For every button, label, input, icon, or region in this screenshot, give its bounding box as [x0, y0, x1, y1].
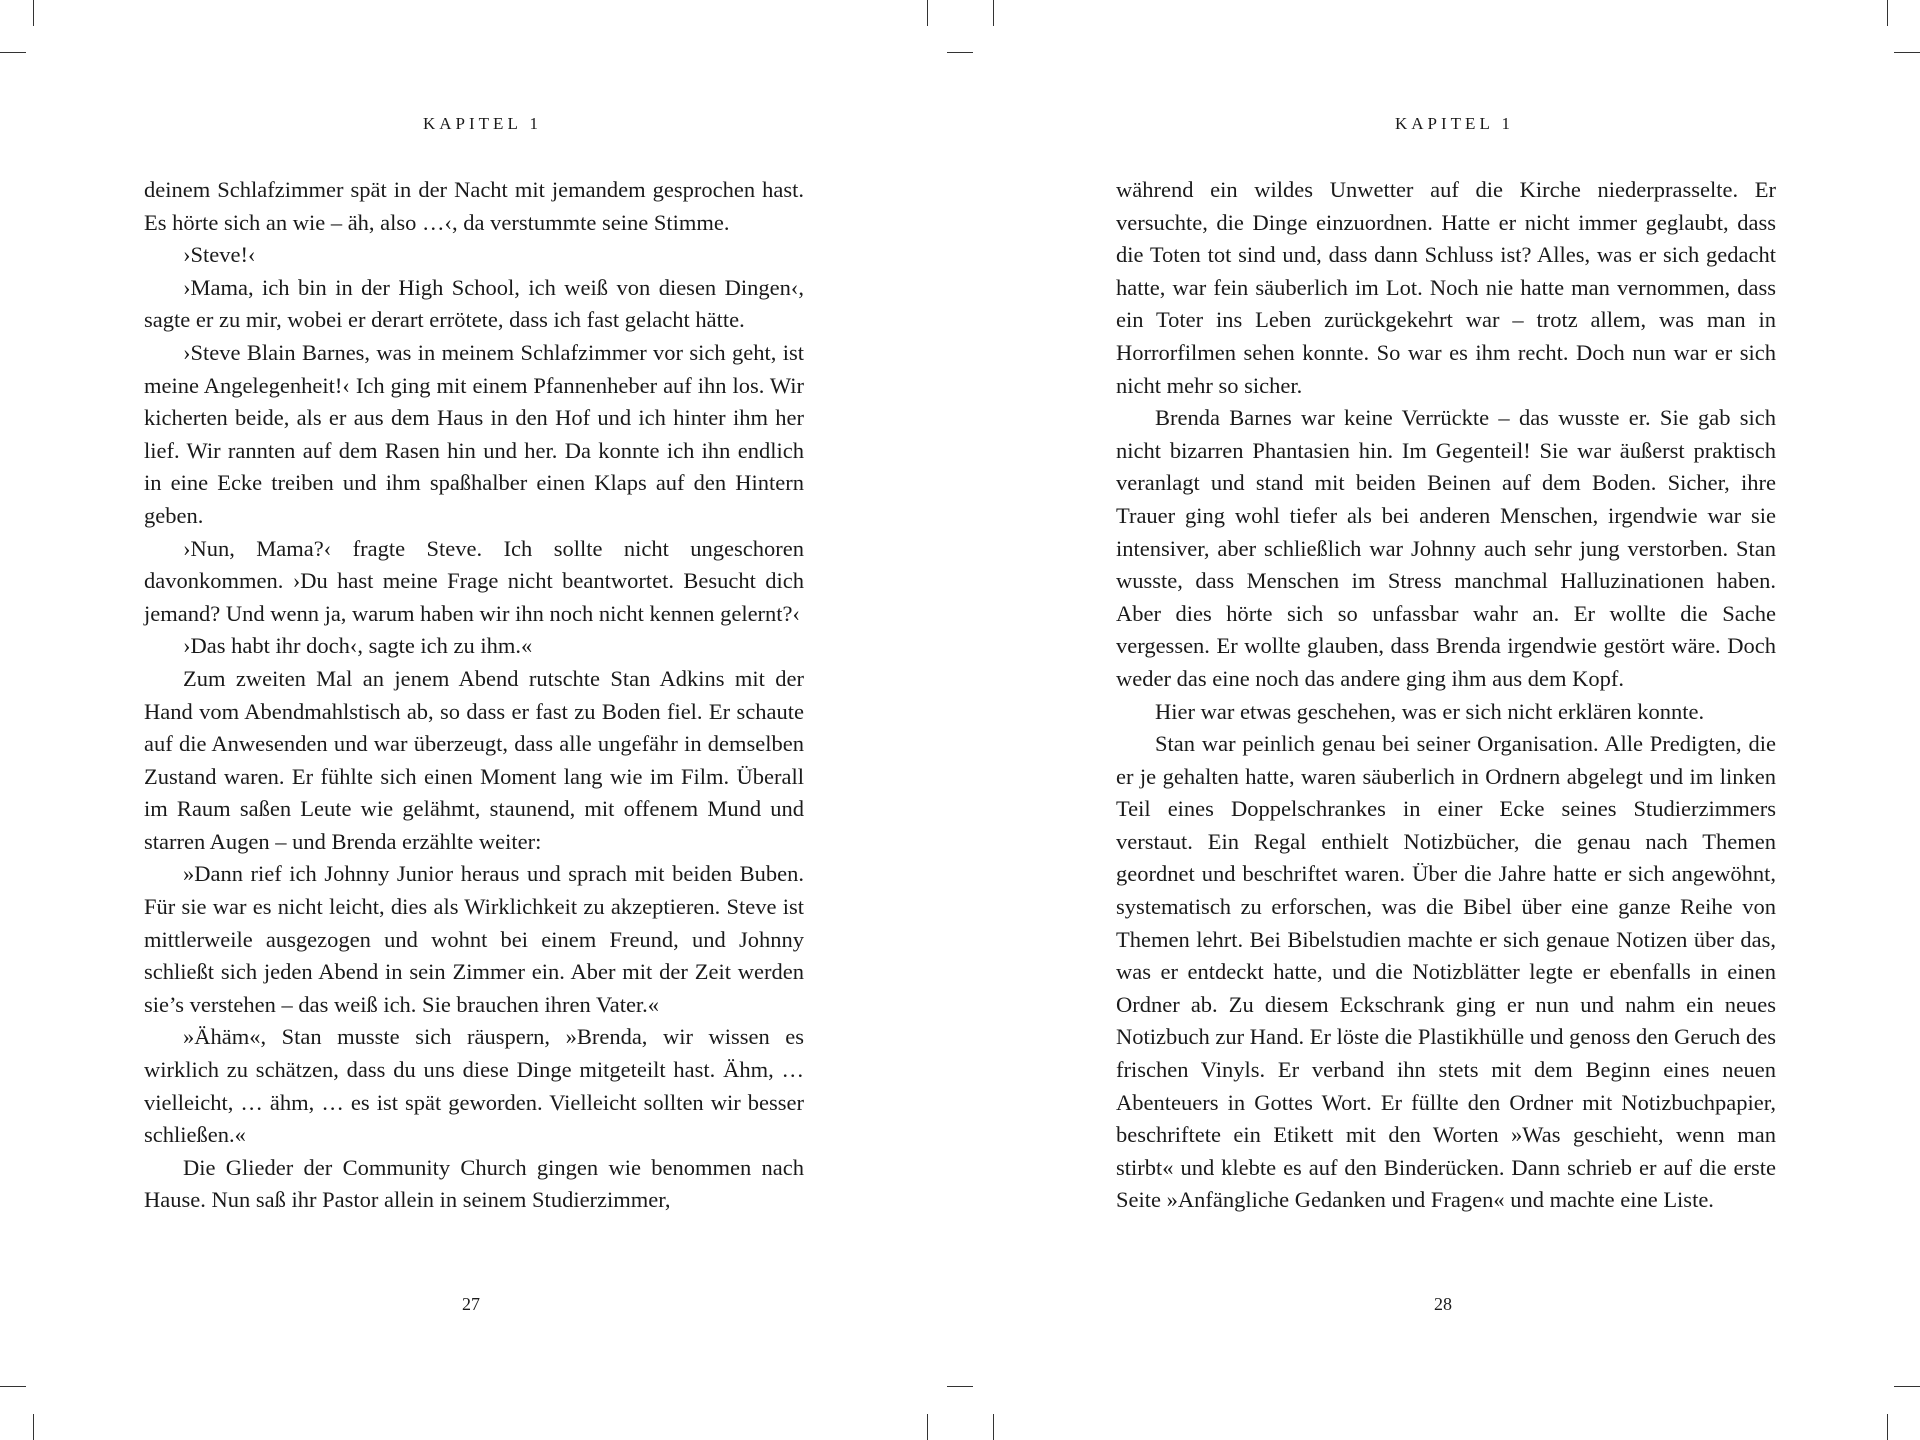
paragraph: Hier war etwas geschehen, was er sich nicht erklären konnte. [1155, 698, 1705, 724]
paragraph: ›Das habt ihr doch‹, sagte ich zu ihm.« [183, 633, 533, 659]
paragraph: »Ähäm«, Stan musste sich räuspern, »Brenda, wir wissen es wirklich zu schätzen, dass du uns diese Dinge mitgeteilt hast. Ähm, … vielleicht, … ähm, … es ist spät geworden. Vielleicht sollten wir besser schließen.« [144, 1024, 804, 1148]
paragraph: deinem Schlafzimmer spät in der Nacht mit jemandem gesprochen hast. Es hörte sich an wie – äh, also …‹, da verstummte seine Stimme. [144, 177, 804, 235]
paragraph: Stan war peinlich genau bei seiner Organisation. Alle Predigten, die er je gehalten hatte, waren säuberlich in Ordnern abgelegt und im linken Teil eines Doppelschrankes in einer Ecke seines Studierzimmers verstaut. Ein Regal enthielt Notizbücher, die genau nach Themen geordnet und beschriftet waren. Über die Jahre hatte er sich angewöhnt, systematisch zu erforschen, was die Bibel über eine ganze Reihe von Themen lehrt. Bei Bibelstudien machte er sich genaue Notizen über das, was er entdeckt hatte, und die Notizblätter legte er ebenfalls in einen Ordner ab. Zu diesem Eckschrank ging er nun und nahm ein neues Notizbuch zur Hand. Er löste die Plastikhülle und genoss den Geruch des frischen Vinyls. Er verband ihn stets mit dem Beginn eines neuen Abenteuers in Gottes Wort. Er füllte den Ordner mit Notizbuchpapier, beschriftete ein Etikett mit den Worten »Was geschieht, wenn man stirbt« und klebte es auf den Binderücken. Dann schrieb er auf die erste Seite »Anfängliche Gedanken und Fragen« und machte eine Liste. [1116, 731, 1776, 1213]
paragraph: während ein wildes Unwetter auf die Kirche niederprasselte. Er versuchte, die Dinge einzuordnen. Hatte er nicht immer geglaubt, dass die Toten tot sind und, dass dann Schluss ist? Alles, was er sich gedacht hatte, war fein säuberlich im Lot. Noch nie hatte man vernommen, dass ein Toter ins Leben zurückgekehrt war – trotz allem, was man in Horrorfilmen sehen konnte. So war es ihm recht. Doch nun war er sich nicht mehr so sicher. [1116, 177, 1776, 398]
paragraph: Die Glieder der Community Church gingen wie benommen nach Hause. Nun saß ihr Pastor allein in seinem Studierzimmer, [144, 1154, 804, 1213]
right-page [960, 0, 1920, 1440]
body-text [1116, 174, 1776, 1217]
running-head: KAPITEL 1 [1395, 114, 1514, 133]
paragraph: ›Steve!‹ [183, 242, 256, 268]
paragraph: ›Steve Blain Barnes, was in meinem Schlafzimmer vor sich geht, ist meine Angelegenheit!‹ Ich ging mit einem Pfannenheber auf ihn los. Wir kicherten beide, als er aus dem Haus in den Hof und ich hinter ihm her lief. Wir rannten auf dem Rasen hin und her. Da konnte ich ihn endlich in eine Ecke treiben und ihm spaßhalber einen Klaps auf den Hintern geben. [144, 339, 804, 528]
page-number: 28 [1434, 1294, 1452, 1314]
page-number: 27 [462, 1294, 480, 1314]
paragraph: ›Nun, Mama?‹ fragte Steve. Ich sollte nicht ungeschoren davonkommen. ›Du hast meine Frage nicht beantwortet. Besucht dich jemand? Und wenn ja, warum haben wir ihn noch nicht kennen gelernt?‹ [144, 535, 804, 626]
paragraph: Brenda Barnes war keine Verrückte – das wusste er. Sie gab sich nicht bizarren Phantasien hin. Im Gegenteil! Sie war äußerst praktisch veranlagt und stand mit beiden Beinen auf dem Boden. Sicher, ihre Trauer ging wohl tiefer als bei anderen Menschen, irgendwie war sie intensiver, aber schließlich war Johnny auch sehr jung verstorben. Stan wusste, dass Menschen im Stress manchmal Halluzinationen haben. Aber dies hörte sich so unfassbar wahr an. Er wollte die Sache vergessen. Er wollte glauben, dass Brenda irgendwie gestört wäre. Doch weder das eine noch das andere ging ihm aus dem Kopf. [1116, 405, 1776, 691]
paragraph: Zum zweiten Mal an jenem Abend rutschte Stan Adkins mit der Hand vom Abendmahlstisch ab, so dass er fast zu Boden fiel. Er schaute auf die Anwesenden und war überzeugt, dass alle ungefähr in demselben Zustand waren. Er fühlte sich einen Moment lang wie im Film. Überall im Raum saßen Leute wie gelähmt, staunend, mit offenem Mund und starren Augen – und Brenda erzählte weiter: [144, 665, 804, 854]
running-head: KAPITEL 1 [423, 114, 542, 133]
paragraph: ›Mama, ich bin in der High School, ich weiß von diesen Dingen‹, sagte er zu mir, wobei er derart errötete, dass ich fast gelacht hätte. [144, 274, 804, 333]
body-text [144, 174, 804, 1217]
paragraph: »Dann rief ich Johnny Junior heraus und sprach mit beiden Buben. Für sie war es nicht leicht, dies als Wirklichkeit zu akzeptieren. Steve ist mittlerweile ausgezogen und wohnt bei einem Freund, und Johnny schließt sich jeden Abend in sein Zimmer ein. Aber mit der Zeit werden sie’s verstehen – das weiß ich. Sie brauchen ihren Vater.« [144, 861, 804, 1017]
